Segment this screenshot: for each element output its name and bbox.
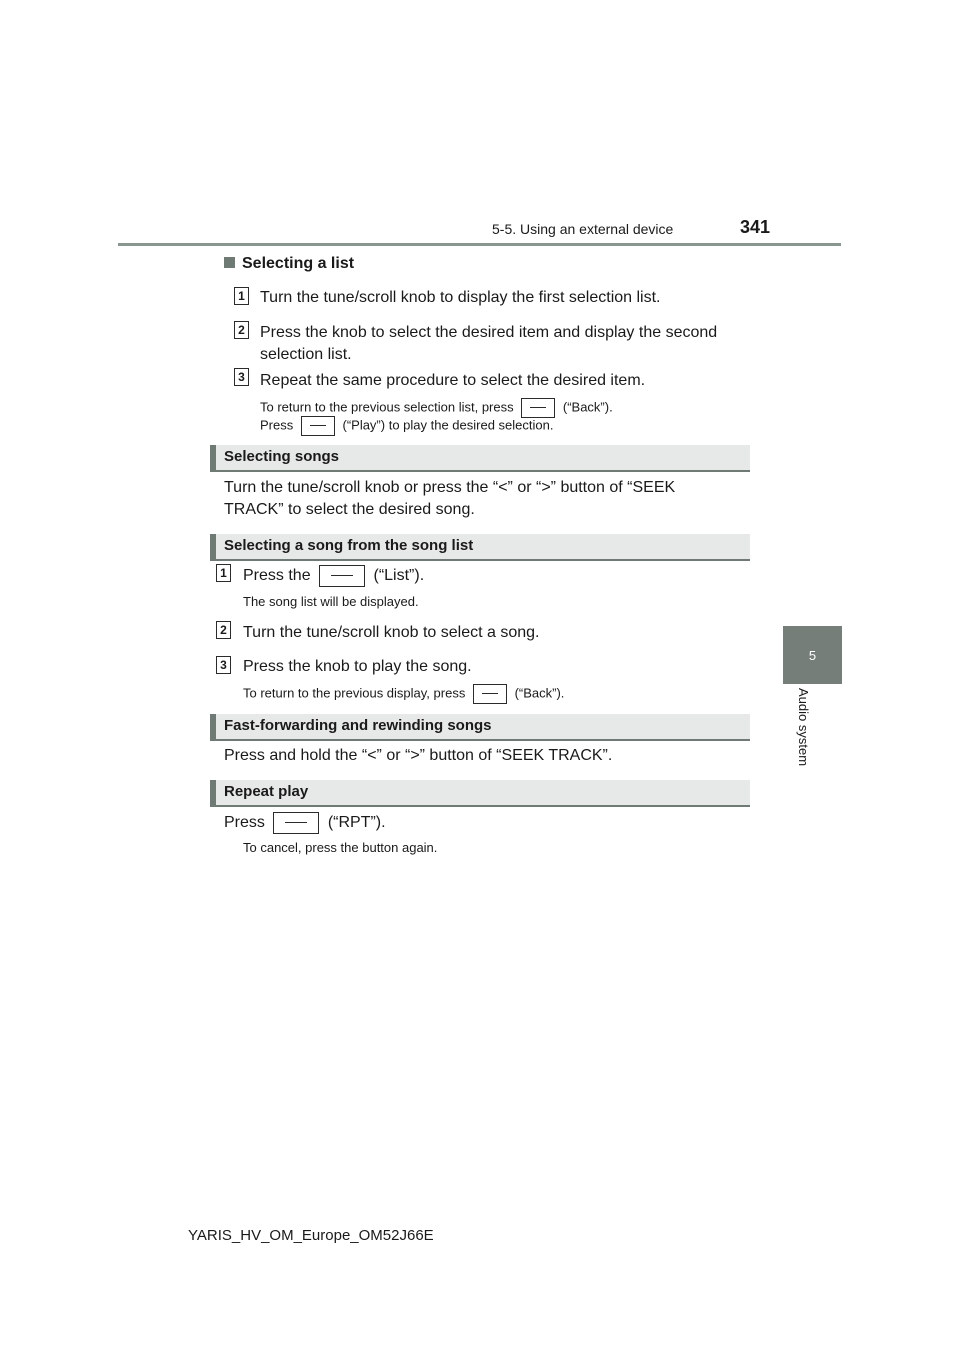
step-text-part: (“List”). bbox=[373, 567, 425, 585]
step-text: Turn the tune/scroll knob to select a song. bbox=[243, 624, 540, 641]
note-line bbox=[260, 416, 553, 436]
section-heading-text: Fast-forwarding and rewinding songs bbox=[224, 717, 492, 734]
rpt-button-icon bbox=[273, 812, 319, 834]
note-text: To return to the previous selection list, press bbox=[260, 399, 514, 415]
body-text-part: Press bbox=[224, 814, 265, 832]
note-text: To cancel, press the button again. bbox=[243, 840, 438, 855]
subsection-title-text: Selecting a list bbox=[242, 255, 355, 272]
note-line bbox=[260, 398, 613, 418]
note-text: (“Play”) to play the desired selection. bbox=[342, 417, 554, 433]
note-line bbox=[243, 684, 564, 704]
body-text bbox=[224, 812, 386, 834]
chapter-label: Audio system bbox=[796, 688, 811, 767]
step-number: 2 bbox=[234, 321, 249, 339]
page-number: 341 bbox=[740, 217, 771, 237]
section-heading bbox=[210, 714, 750, 739]
section-heading-text: Selecting songs bbox=[224, 448, 340, 465]
step-number: 1 bbox=[216, 564, 231, 582]
step-text: Repeat the same procedure to select the desired item. bbox=[260, 372, 646, 389]
chapter-tab bbox=[783, 626, 842, 684]
note-text: (“Back”). bbox=[562, 399, 613, 415]
step-number: 3 bbox=[216, 656, 231, 674]
body-text-part: (“RPT”). bbox=[327, 814, 386, 832]
step-text-part: Press the bbox=[243, 567, 311, 585]
step-number: 2 bbox=[216, 621, 231, 639]
section-heading bbox=[210, 445, 750, 470]
body-text: Turn the tune/scroll knob or press the “<” or “>” button of “SEEK bbox=[224, 479, 676, 496]
step-text: Turn the tune/scroll knob to display the first selection list. bbox=[260, 289, 661, 306]
body-text: TRACK” to select the desired song. bbox=[224, 501, 475, 518]
note-text: The song list will be displayed. bbox=[243, 594, 419, 609]
step-number: 3 bbox=[234, 368, 249, 386]
back-button-icon bbox=[473, 684, 507, 704]
note-text: Press bbox=[260, 417, 294, 433]
section-heading-text: Selecting a song from the song list bbox=[224, 537, 474, 554]
chapter-label-container bbox=[797, 688, 815, 788]
step-text: Press the knob to play the song. bbox=[243, 658, 472, 675]
list-button-icon bbox=[319, 565, 365, 587]
section-heading bbox=[210, 534, 750, 559]
step-text-continued: selection list. bbox=[260, 346, 352, 363]
section-heading-text: Repeat play bbox=[224, 783, 309, 800]
section-heading bbox=[210, 780, 750, 805]
document-code: YARIS_HV_OM_Europe_OM52J66E bbox=[188, 1227, 434, 1244]
header-divider bbox=[118, 243, 841, 246]
square-bullet-icon bbox=[224, 257, 235, 268]
note-text: To return to the previous display, press bbox=[243, 685, 466, 701]
step-text bbox=[243, 565, 424, 587]
step-number: 1 bbox=[234, 287, 249, 305]
step-text: Press the knob to select the desired item and display the second bbox=[260, 324, 718, 341]
body-text: Press and hold the “<” or “>” button of “SEEK TRACK”. bbox=[224, 747, 613, 764]
header-section-title: 5-5. Using an external device bbox=[492, 221, 674, 237]
note-text: (“Back”). bbox=[514, 685, 565, 701]
subsection-title bbox=[224, 255, 354, 273]
play-button-icon bbox=[301, 416, 335, 436]
back-button-icon bbox=[521, 398, 555, 418]
chapter-number: 5 bbox=[808, 647, 817, 663]
